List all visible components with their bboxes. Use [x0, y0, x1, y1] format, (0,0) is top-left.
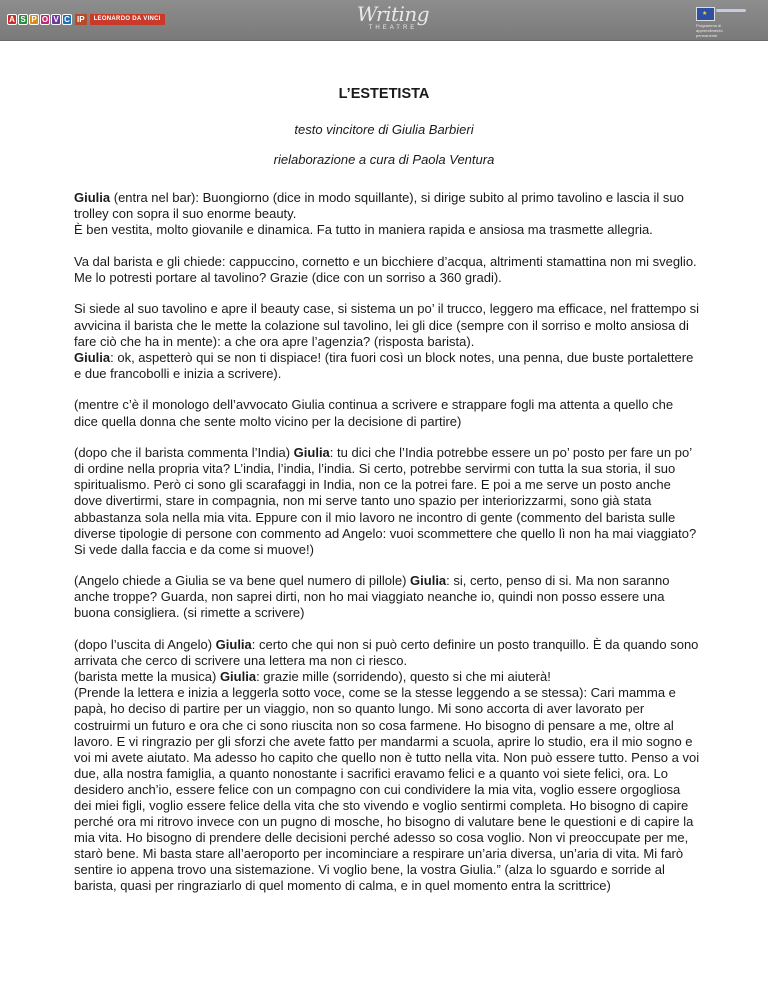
paragraph-text: (Angelo chiede a Giulia se va bene quel numero di pillole) [74, 573, 411, 589]
script-paragraph [74, 573, 700, 621]
partner-logo-1: S [18, 14, 28, 25]
script-paragraph [74, 445, 700, 558]
brand-sub: THEATRE [368, 25, 418, 31]
speaker-name: Giulia [74, 349, 111, 365]
script-paragraph [74, 397, 700, 429]
eu-programme-logo [716, 9, 746, 12]
partner-logo-3: O [41, 14, 49, 24]
eu-flag-icon [696, 7, 715, 21]
partner-logos [7, 10, 165, 28]
leonardo-da-vinci-logo: LEONARDO DA VINCI [90, 14, 165, 25]
partner-logo-0: A [7, 14, 17, 25]
subtitle-editor: rielaborazione a cura di Paola Ventura [273, 152, 495, 167]
document-title: L’ESTETISTA [338, 86, 430, 102]
paragraph-text: : si, certo, penso di si. Ma non saranno anche troppe? Guarda, non saprei dirti, non ho mai viaggiato neanche io, quindi non posso essere una buona consigliera. (si rimette a scrivere) [74, 573, 670, 621]
site-header [0, 0, 768, 41]
speaker-name: Giulia [293, 445, 330, 461]
eu-programme-text: Programma di apprendimento permanente [696, 23, 723, 38]
paragraph-text: Va dal barista e gli chiede: cappuccino, cornetto e un bicchiere d’acqua, altrimenti stamattina non mi sveglio. Me lo potresti portare al tavolino? Grazie (dice con un sorriso a 360 gradi). [74, 253, 697, 285]
speaker-name: Giulia [410, 573, 447, 589]
script-body [74, 190, 700, 910]
brand-script: Writing [356, 2, 430, 26]
paragraph-text: : grazie mille (sorridendo), questo si che mi aiuterà! [256, 669, 551, 685]
paragraph-text: (Prende la lettera e inizia a leggerla sotto voce, come se la stesse leggendo a se stessa): Cari mamma e papà, ho deciso di partire per un viaggio, non so quanto lungo. Mi sono accorta di aver lavorato per costruirmi un futuro e ora che ci sono riuscita non so cosa farmene. Ho bisogno di pensare a me, oltre al lavoro. E vi ringrazio per gli sforzi che avete fatto per mandarmi a scuola, aprire lo studio, era il mio sogno e voi mi avete aiutato. Ma adesso ho capito che quello non è tutto nella vita. Non può essere tutto. Penso a voi due, alla nostra famiglia, a quanto nonostante i sacrifici eravamo felici e a quanto voi siete felici, ora. Lo desidero anch’io, essere felice con un compagno con cui condividere la mia vita, voglio essere orgogliosa dei miei figli, voglio essere felice della vita che sto vivendo e voglio sentirmi completa. Ho bisogno di capire perché ora mi ritrovo invece con un pugno di mosche, ho bisogno di valutare bene le questioni e di capire la mia vita. Ho bisogno di prendere delle decisioni perché adesso so cosa voglio. Non vi preoccupate per me, starò bene. Mi basta stare all’aeroporto per incominciare a respirare un’aria diversa, un’aria di vita. Mi farò sentire io appena trovo una sistemazione. Vi voglio bene, la vostra Giulia.” (alza lo sguardo e sorride al barista, quasi per ringraziarlo di quel momento di calma, e in quel momento entra la scrittrice) [74, 685, 700, 894]
script-paragraph [74, 637, 700, 895]
paragraph-text: È ben vestita, molto giovanile e dinamica. Fa tutto in maniera rapida e ansiosa ma trasmette allegria. [74, 222, 653, 238]
paragraph-text: (entra nel bar): Buongiorno (dice in modo squillante), si dirige subito al primo tavolino e lascia il suo trolley con sopra il suo enorme beauty. [74, 190, 684, 222]
subtitle-author: testo vincitore di Giulia Barbieri [294, 122, 474, 137]
partner-logo-2: P [29, 14, 39, 25]
partner-logo-4: V [51, 14, 61, 25]
paragraph-text: (dopo l’uscita di Angelo) [74, 637, 216, 653]
paragraph-text: (barista mette la musica) [74, 669, 220, 685]
paragraph-text: (mentre c’è il monologo dell’avvocato Giulia continua a scrivere e strappare fogli ma attenta a quello che dice quella donna che sente molto vicino per la decisione di partire) [74, 397, 674, 429]
paragraph-text: : tu dici che l’India potrebbe essere un po’ posto per fare un po’ di ordine nella propria vita? L’india, l’india, l’india. Si certo, potrebbe servirmi con tutta la sua storia, il suo spiritualismo. Però ci sono gli scarafaggi in India, non ce la potrei fare. E poi a me serve un posto anche dove divertirmi, stare in compagnia, non mi serve tanto uno spazio per interiorizzarmi, sono già stata abbastanza sola nella mia vita. Eppure con il mio lavoro ne incontro di gente (commento del barista sulle diverse tipologie di persone con commento ad Angelo: vuoi scommettere che quello lì non ha mai viaggiato? Si vede dalla faccia e da come si muove!) [74, 445, 697, 557]
script-paragraph [74, 254, 700, 286]
speaker-name: Giulia [74, 190, 111, 205]
partner-logo-5: C [62, 14, 72, 25]
paragraph-text: : certo che qui non si può certo definire un posto tranquillo. È da quando sono arrivata che cerco di scrivere una lettera ma non ci riesco. [74, 637, 699, 669]
paragraph-text: Si siede al suo tavolino e apre il beauty case, si sistema un po’ il trucco, leggero ma efficace, nel frattempo si avvicina il barista che le mette la colazione sul tavolino, lei gli dice (sempre con il sorriso e molto ansiosa di fare ciò che ha in mente): a che ora apre l’agenzia? (risposta barista). [74, 301, 700, 349]
speaker-name: Giulia [219, 669, 257, 685]
script-paragraph [74, 190, 700, 238]
paragraph-text: (dopo che il barista commenta l’India) [74, 445, 294, 461]
paragraph-text: : ok, aspetterò qui se non ti dispiace! (tira fuori così un block notes, una penna, due buste portalettere e due francobolli e inizia a scrivere). [74, 349, 694, 381]
writing-theatre-logo [348, 4, 438, 31]
speaker-name: Giulia [215, 637, 252, 653]
script-paragraph [74, 301, 700, 381]
ip-logo: IP [77, 14, 85, 24]
